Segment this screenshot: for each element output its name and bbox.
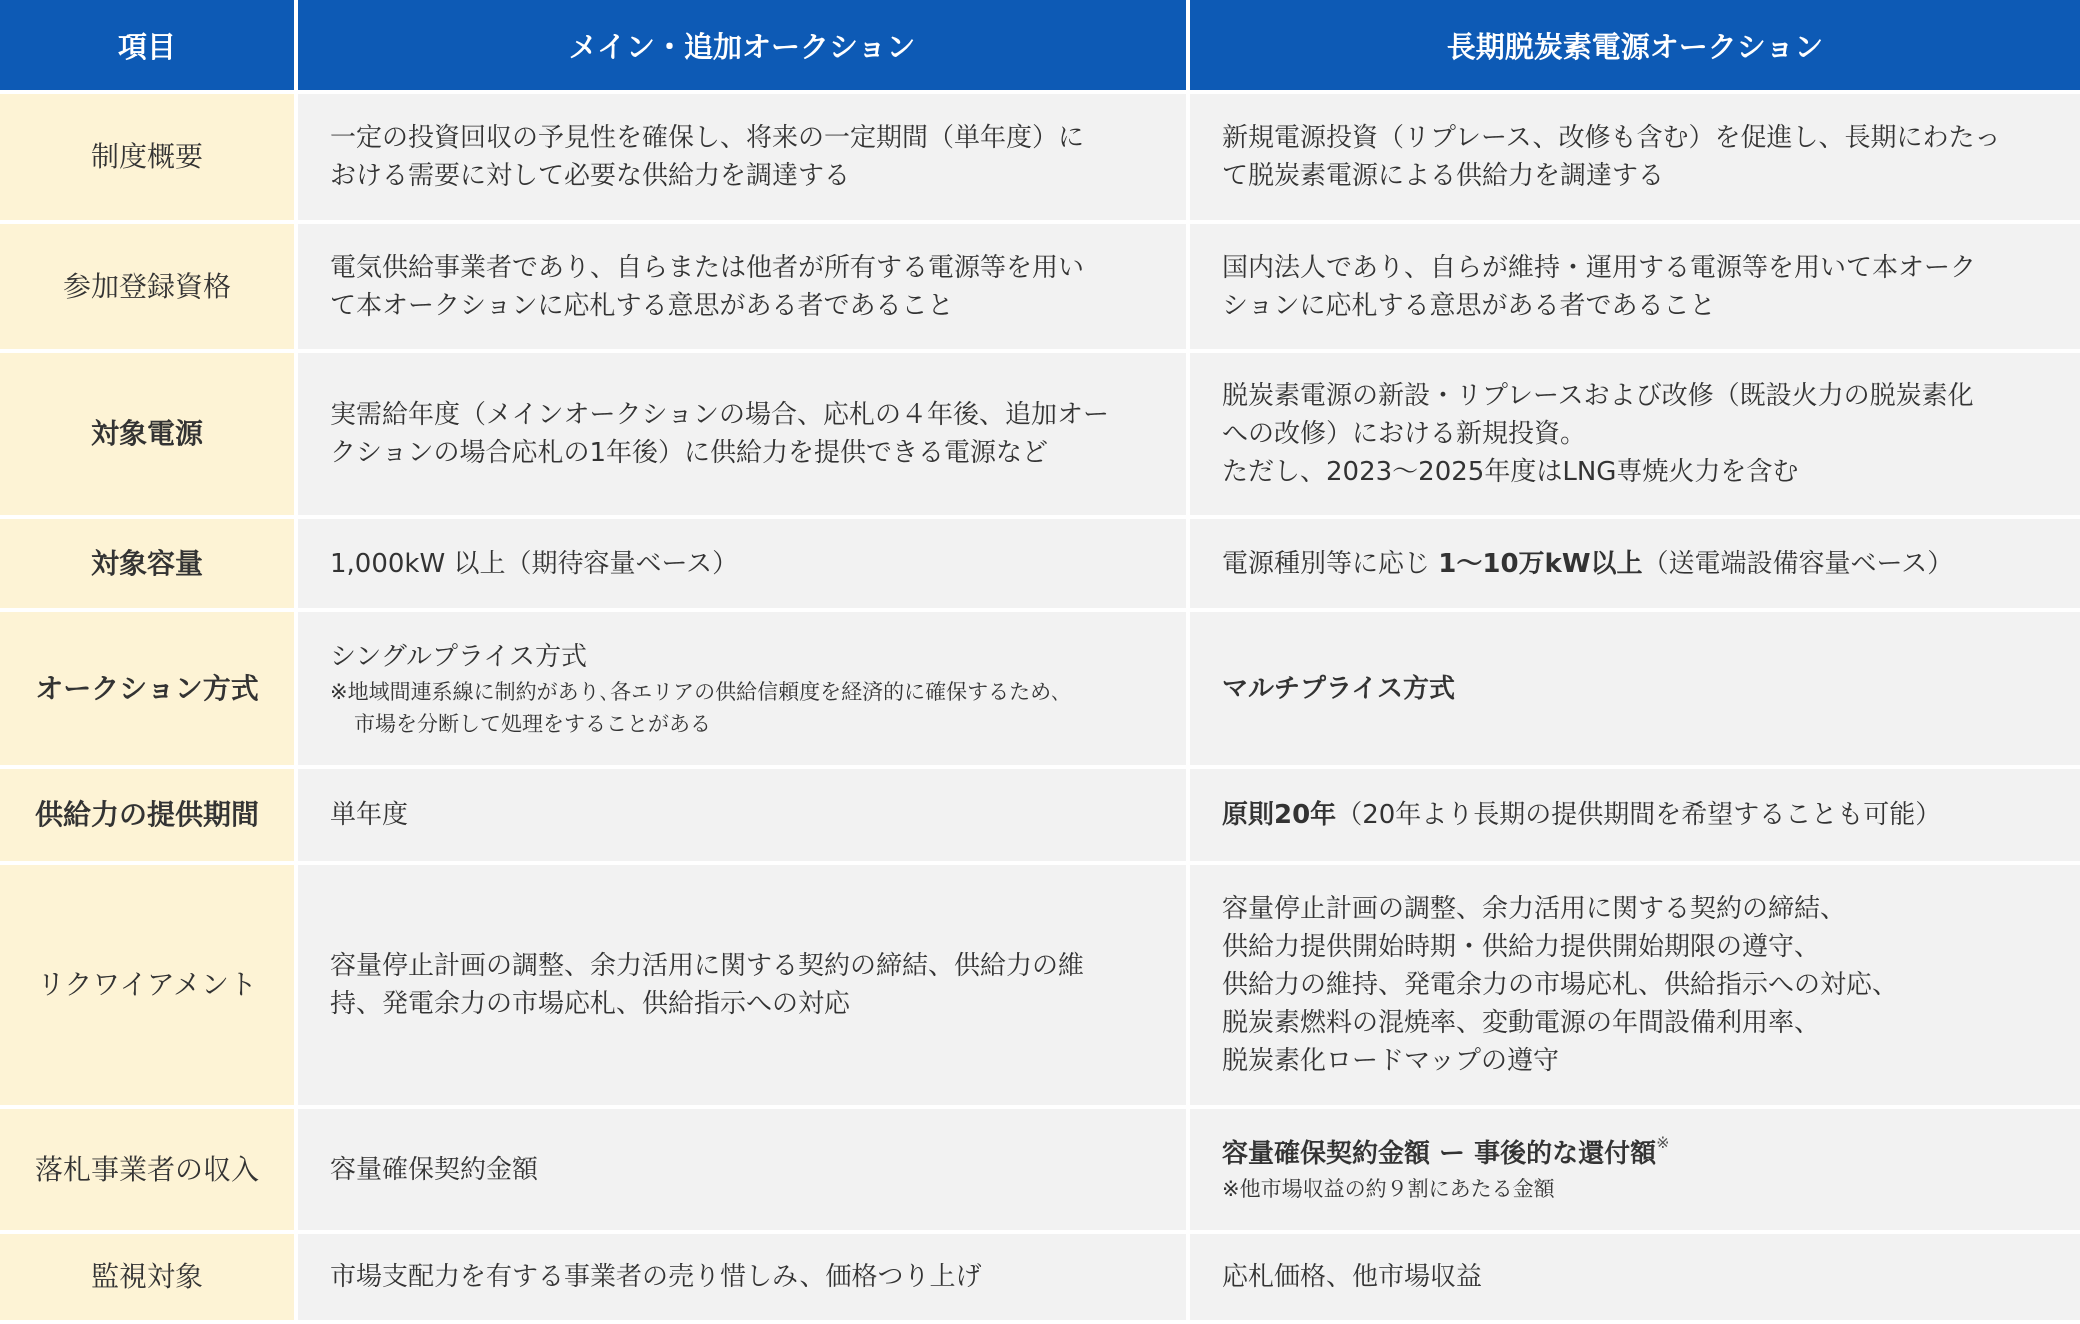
footnote-mark: ※ — [1656, 1132, 1670, 1152]
table-row — [0, 353, 2080, 519]
row-label: 対象容量 — [0, 519, 298, 612]
row-label: 対象電源 — [0, 353, 298, 519]
row-label: 制度概要 — [0, 94, 298, 224]
row-label: リクワイアメント — [0, 865, 298, 1109]
cell-main: 一定の投資回収の予見性を確保し、将来の一定期間（単年度）に おける需要に対して必要な供給力を調達する — [298, 94, 1190, 224]
table-row — [0, 94, 2080, 224]
table-row — [0, 612, 2080, 769]
cell-main: 単年度 — [298, 769, 1190, 865]
cell-longterm: 脱炭素電源の新設・リプレースおよび改修（既設火力の脱炭素化 への改修）における新規投資。 ただし、2023〜2025年度はLNG専焼火力を含む — [1190, 353, 2080, 519]
cell-main: 電気供給事業者であり、自らまたは他者が所有する電源等を用い て本オークションに応札する意思がある者であること — [298, 224, 1190, 353]
cell-main: シングルプライス方式 ※地域間連系線に制約があり､各エリアの供給信頼度を経済的に確保するため､ 市場を分断して処理をすることがある — [298, 612, 1190, 769]
footnote: 市場を分断して処理をすることがある — [354, 711, 711, 736]
row-label: 落札事業者の収入 — [0, 1109, 298, 1234]
highlight-capacity: 1〜10万kW以上 — [1438, 548, 1643, 579]
footnote: ※他市場収益の約９割にあたる金額 — [1222, 1176, 1555, 1201]
cell-main: 市場支配力を有する事業者の売り惜しみ、価格つり上げ — [298, 1234, 1190, 1324]
header-longterm-auction: 長期脱炭素電源オークション — [1190, 0, 2080, 94]
table-row — [0, 519, 2080, 612]
cell-longterm: 国内法人であり、自らが維持・運用する電源等を用いて本オーク ションに応札する意思がある者であること — [1190, 224, 2080, 353]
table-row — [0, 224, 2080, 353]
cell-longterm: 新規電源投資（リプレース、改修も含む）を促進し、長期にわたっ て脱炭素電源による供給力を調達する — [1190, 94, 2080, 224]
header-main-auction: メイン・追加オークション — [298, 0, 1190, 94]
cell-main: 実需給年度（メインオークションの場合、応札の４年後、追加オー クションの場合応札の1年後）に供給力を提供できる電源など — [298, 353, 1190, 519]
cell-longterm: マルチプライス方式 — [1190, 612, 2080, 769]
cell-longterm: 電源種別等に応じ 1〜10万kW以上（送電端設備容量ベース） — [1190, 519, 2080, 612]
row-label: 監視対象 — [0, 1234, 298, 1324]
cell-longterm: 容量停止計画の調整、余力活用に関する契約の締結、 供給力提供開始時期・供給力提供開始期限の遵守、 供給力の維持、発電余力の市場応札、供給指示への対応、 脱炭素燃料の混焼率、変動電源の年間設備利用率、 脱炭素化ロードマップの遵守 — [1190, 865, 2080, 1109]
table-row — [0, 1234, 2080, 1324]
cell-longterm — [1190, 1109, 2080, 1234]
cell-main: 1,000kW 以上（期待容量ベース） — [298, 519, 1190, 612]
highlight-period: 原則20年 — [1222, 800, 1337, 830]
header-row — [0, 0, 2080, 94]
table-row — [0, 1109, 2080, 1234]
header-item: 項目 — [0, 0, 298, 94]
cell-longterm: 応札価格、他市場収益 — [1190, 1234, 2080, 1324]
table-row — [0, 769, 2080, 865]
row-label: 供給力の提供期間 — [0, 769, 298, 865]
highlight-income: 容量確保契約金額 ー 事後的な還付額 — [1222, 1138, 1657, 1169]
cell-longterm: 原則20年（20年より長期の提供期間を希望することも可能） — [1190, 769, 2080, 865]
cell-main: 容量確保契約金額 — [298, 1109, 1190, 1234]
table-row — [0, 865, 2080, 1109]
cell-main: 容量停止計画の調整、余力活用に関する契約の締結、供給力の維 持、発電余力の市場応札、供給指示への対応 — [298, 865, 1190, 1109]
footnote: ※地域間連系線に制約があり､各エリアの供給信頼度を経済的に確保するため､ — [330, 679, 1062, 704]
row-label: 参加登録資格 — [0, 224, 298, 353]
row-label: オークション方式 — [0, 612, 298, 769]
